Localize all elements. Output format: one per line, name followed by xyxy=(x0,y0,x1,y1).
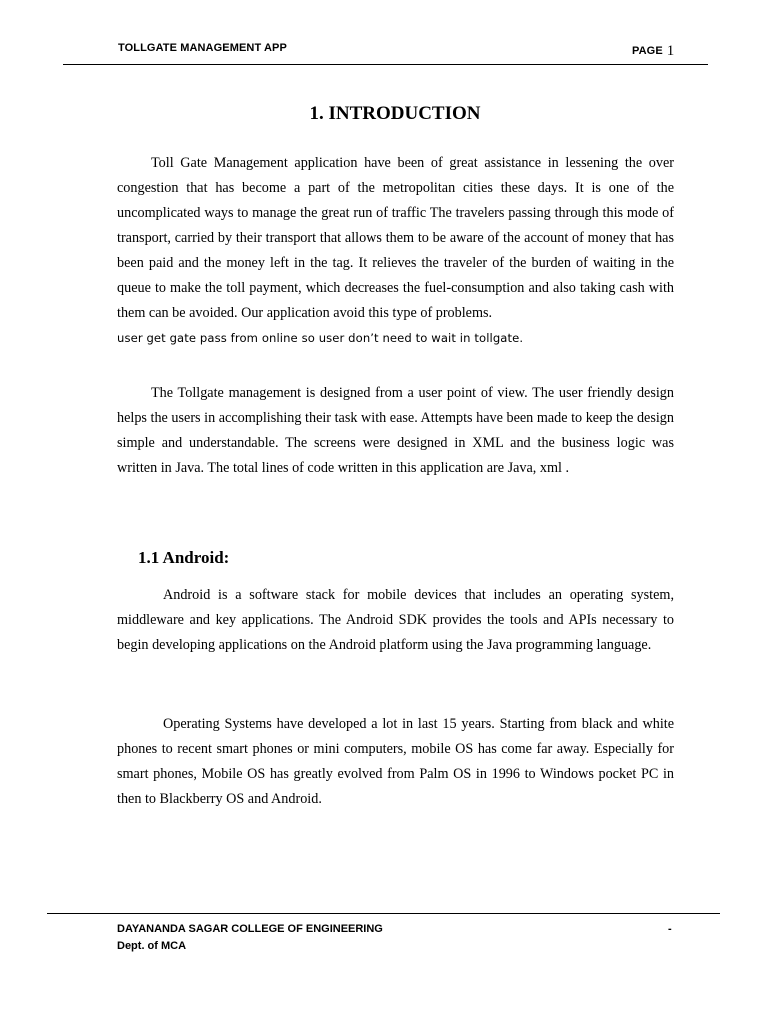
page-number-label xyxy=(632,42,674,59)
paragraph-os: Operating Systems have developed a lot in last 15 years. Starting from black and white phones to recent smart phones or mini computers, mobile OS has come far away. Especially for smart phones, Mobile OS has greatly evolved from Palm OS in 1996 to Windows pocket PC in then to Blackberry OS and Android. xyxy=(117,716,674,807)
footer-rule xyxy=(47,913,720,914)
footer-dept: Dept. of MCA xyxy=(117,940,187,952)
paragraph-intro-text: Toll Gate Management application have been of great assistance in lessening the over congestion that has become a part of the metropolitan cities these days. It is one of the uncomplicated ways to manage the great run of traffic The travelers passing through this mode of transport, carried by their transport that allows them to be aware of the account of money that has been paid and the money left in the tag. It relieves the traveler of the burden of waiting in the queue to make the toll payment, which decreases the fuel-consumption and also taking cash with them can be avoided. Our application avoid this type of problems. xyxy=(117,155,674,321)
page-number: 1 xyxy=(666,43,675,59)
footer-college: DAYANANDA SAGAR COLLEGE OF ENGINEERING xyxy=(117,923,383,935)
header-rule xyxy=(63,64,708,65)
paragraph-design: The Tollgate management is designed from a user point of view. The user friendly design helps the users in accomplishing their task with ease. Attempts have been made to keep the design simple and understandable. The screens were designed in XML and the business logic was written in Java. The total lines of code written in this application are Java, xml . xyxy=(117,385,674,476)
paragraph-intro xyxy=(117,151,674,351)
page-label: PAGE xyxy=(632,45,663,57)
paragraph-intro-extra: user get gate pass from online so user don’t need to wait in tollgate. xyxy=(117,331,524,345)
header-title: TOLLGATE MANAGEMENT APP xyxy=(118,42,287,54)
section-heading: 1. INTRODUCTION xyxy=(309,103,481,124)
footer-dash: - xyxy=(668,923,672,935)
paragraph-android: Android is a software stack for mobile devices that includes an operating system, middleware and key applications. The Android SDK provides the tools and APIs necessary to begin developing applications on the Android platform using the Java programming language. xyxy=(117,587,674,653)
subsection-heading: 1.1 Android: xyxy=(138,548,230,567)
